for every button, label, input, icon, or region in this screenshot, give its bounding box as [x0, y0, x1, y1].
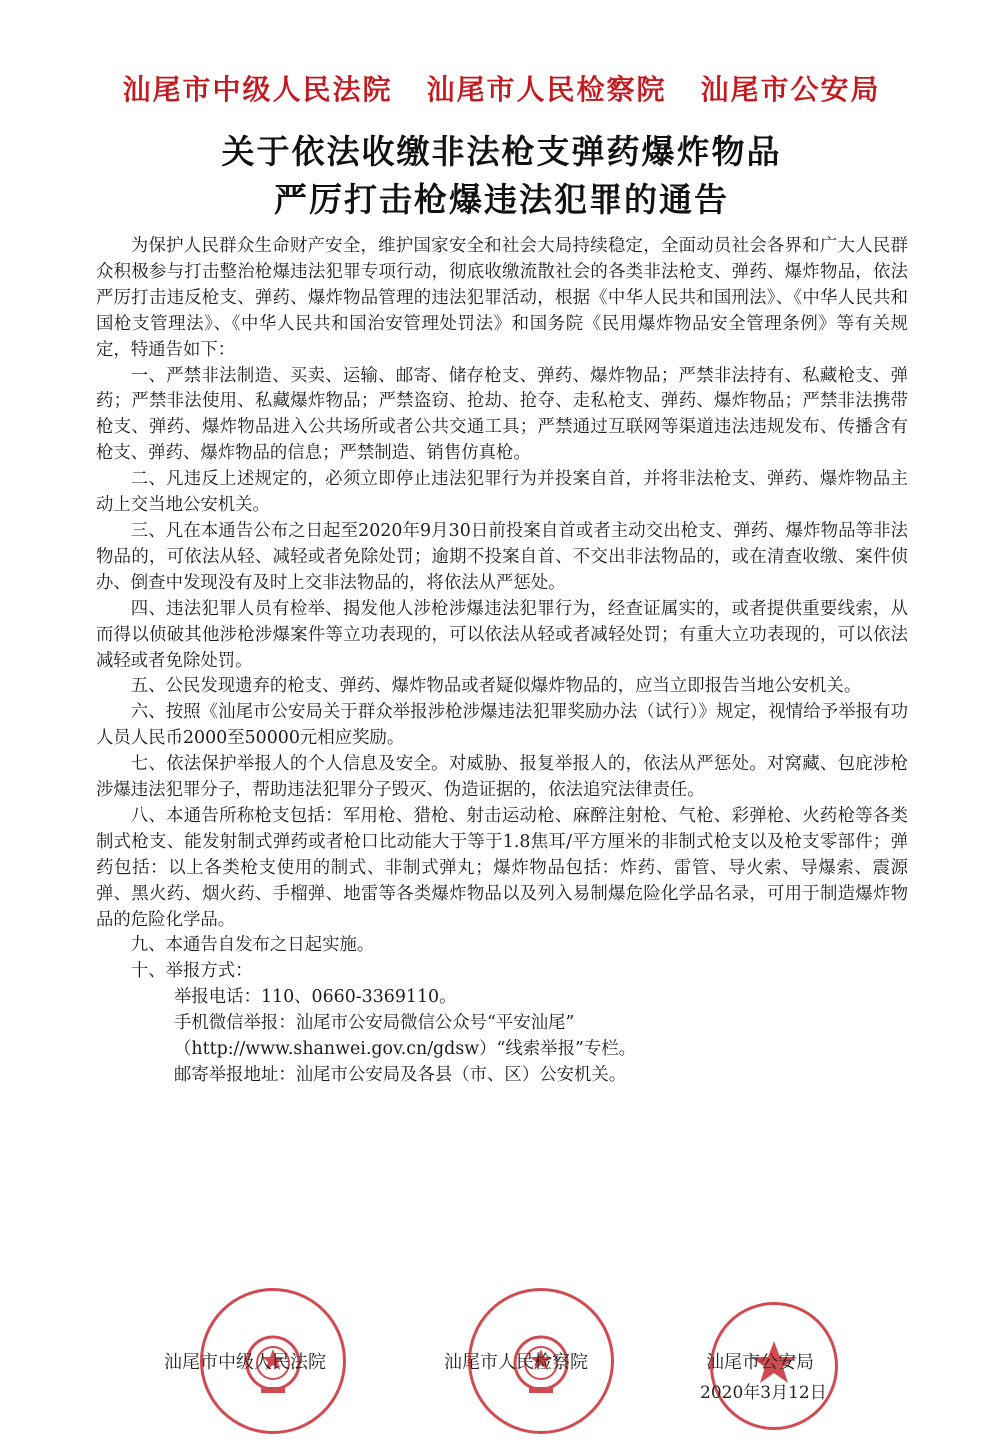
clause-7: 七、依法保护举报人的个人信息及安全。对威胁、报复举报人的，依法从严惩处。对窝藏、包庇涉枪涉爆违法犯罪分子，帮助违法犯罪分子毁灭、伪造证据的，依法追究法律责任。	[96, 754, 908, 801]
seal-area	[0, 1280, 1003, 1430]
clause-1: 一、严禁非法制造、买卖、运输、邮寄、储存枪支、弹药、爆炸物品；严禁非法持有、私藏枪支、弹药；严禁非法使用、私藏爆炸物品；严禁盗窃、抢劫、抢夺、走私枪支、弹药、爆炸物品；严禁非法携带枪支、弹药、爆炸物品进入公共场所或者公共交通工具；严禁通过互联网等渠道违法违规发布、传播含有枪支、弹药、爆炸物品的信息；严禁制造、销售仿真枪。	[96, 365, 908, 464]
contact-wechat: 手机微信举报：汕尾市公安局微信公众号“平安汕尾”	[174, 1013, 575, 1034]
notice-body	[96, 234, 908, 1089]
procuratorate-signature: 汕尾市人民检察院	[444, 1352, 588, 1373]
title-line-1: 关于依法收缴非法枪支弹药爆炸物品	[221, 132, 782, 171]
issue-date: 2020年3月12日	[700, 1383, 827, 1403]
contact-mail-address: 邮寄举报地址：汕尾市公安局及各县（市、区）公安机关。	[174, 1065, 627, 1085]
contact-phone: 举报电话：110、0660-3369110。	[174, 987, 457, 1008]
clause-8: 八、本通告所称枪支包括：军用枪、猎枪、射击运动枪、麻醉注射枪、气枪、彩弹枪、火药枪等各类制式枪支、能发射制式弹药或者枪口比动能大于等于1.8焦耳/平方厘米的非制式枪支以及枪支零部件；弹药包括：以上各类枪支使用的制式、非制式弹丸；爆炸物品包括：炸药、雷管、导火索、导爆索、震源弹、黑火药、烟火药、手榴弹、地雷等各类爆炸物品以及列入易制爆危险化学品名录，可用于制造爆炸物品的危险化学品。	[96, 805, 908, 930]
contact-url: （http://www.shanwei.gov.cn/gdsw）“线索举报”专栏。	[174, 1039, 637, 1060]
issuer-police: 汕尾市公安局	[700, 73, 881, 106]
issuer-header	[0, 68, 1003, 108]
clause-4: 四、违法犯罪人员有检举、揭发他人涉枪涉爆违法犯罪行为，经查证属实的，或者提供重要线索，从而得以侦破其他涉枪涉爆案件等立功表现的，可以依法从轻或者减轻处罚；有重大立功表现的，可以依法减轻或者免除处罚。	[96, 598, 908, 671]
clause-6: 六、按照《汕尾市公安局关于群众举报涉枪涉爆违法犯罪奖励办法（试行）》规定，视情给予举报有功人员人民币2000至50000元相应奖励。	[96, 702, 908, 749]
issuer-procuratorate: 汕尾市人民检察院	[426, 73, 667, 106]
clause-9: 九、本通告自发布之日起实施。	[130, 935, 375, 956]
police-signature: 汕尾市公安局	[706, 1352, 814, 1373]
issuer-court: 汕尾市中级人民法院	[122, 73, 393, 106]
court-signature: 汕尾市中级人民法院	[164, 1352, 326, 1373]
title-line-2: 严厉打击枪爆违法犯罪的通告	[274, 180, 729, 219]
clause-3: 三、凡在本通告公布之日起至2020年9月30日前投案自首或者主动交出枪支、弹药、爆炸物品等非法物品的，可依法从轻、减轻或者免除处罚；逾期不投案自首、不交出非法物品的，或在清查收缴、案件侦办、倒查中发现没有及时上交非法物品的，将依法从严惩处。	[96, 520, 908, 593]
clause-5: 五、公民发现遗弃的枪支、弹药、爆炸物品或者疑似爆炸物品的，应当立即报告当地公安机关。	[130, 676, 862, 697]
intro-paragraph: 为保护人民群众生命财产安全，维护国家安全和社会大局持续稳定，全面动员社会各界和广大人民群众积极参与打击整治枪爆违法犯罪专项行动，彻底收缴流散社会的各类非法枪支、弹药、爆炸物品，依法严厉打击违反枪支、弹药、爆炸物品管理的违法犯罪活动，根据《中华人民共和国刑法》、《中华人民共和国枪支管理法》、《中华人民共和国治安管理处罚法》和国务院《民用爆炸物品安全管理条例》等有关规定，特通告如下：	[96, 236, 908, 360]
clause-10: 十、举报方式：	[130, 961, 253, 982]
clause-2: 二、凡违反上述规定的，必须立即停止违法犯罪行为并投案自首，并将非法枪支、弹药、爆炸物品主动上交当地公安机关。	[96, 469, 908, 516]
